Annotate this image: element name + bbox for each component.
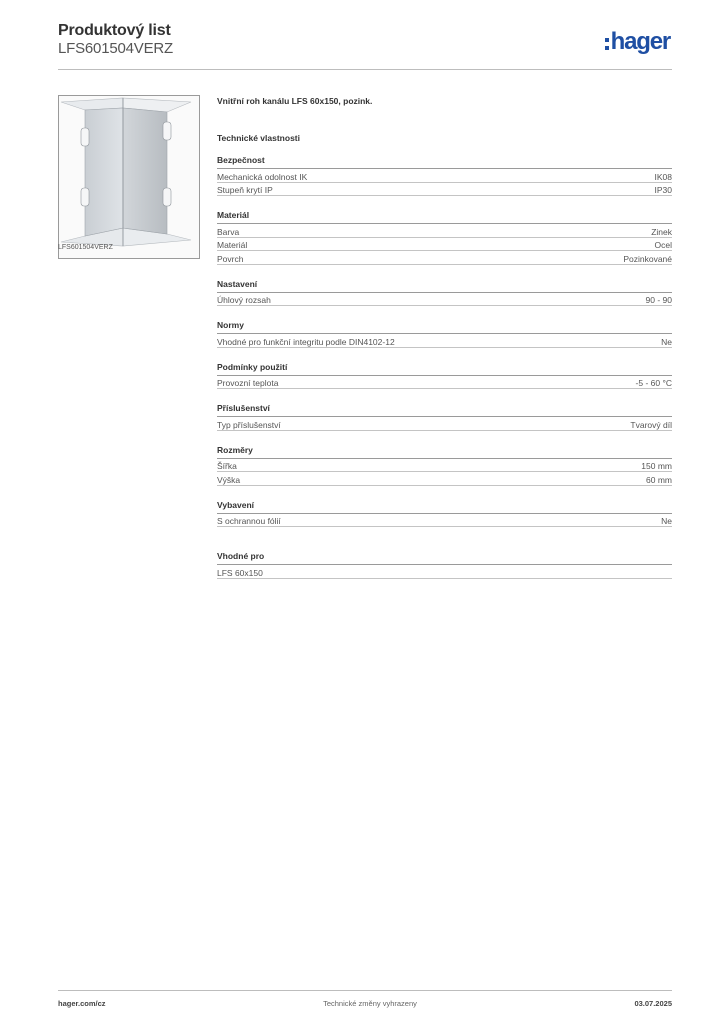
section-title: Nastavení bbox=[217, 279, 672, 293]
section-title: Bezpečnost bbox=[217, 155, 672, 169]
footer-website-link[interactable]: hager.com/cz bbox=[58, 999, 106, 1008]
spec-label: Vhodné pro funkční integritu podle DIN4102-12 bbox=[217, 336, 395, 347]
spec-section bbox=[217, 500, 672, 528]
spec-value: Ocel bbox=[654, 240, 672, 250]
spec-value: Tvarový díl bbox=[630, 419, 672, 430]
document-footer bbox=[58, 990, 672, 1008]
suitable-for-list bbox=[217, 565, 672, 579]
spec-label: Barva bbox=[217, 226, 240, 237]
section-title: Materiál bbox=[217, 210, 672, 224]
section-title: Normy bbox=[217, 320, 672, 334]
spec-row bbox=[217, 293, 672, 307]
product-specs bbox=[217, 96, 672, 527]
section-title: Příslušenství bbox=[217, 403, 672, 417]
suitable-for-item bbox=[217, 565, 672, 579]
spec-value: IP30 bbox=[654, 185, 672, 195]
spec-row bbox=[217, 376, 672, 390]
footer-date: 03.07.2025 bbox=[634, 999, 672, 1008]
spec-label: Provozní teplota bbox=[217, 378, 279, 388]
spec-row bbox=[217, 224, 672, 238]
document-title: Produktový list bbox=[58, 22, 171, 39]
spec-value: Ne bbox=[661, 336, 672, 347]
section-title: Rozměry bbox=[217, 445, 672, 459]
spec-row bbox=[217, 417, 672, 431]
spec-value: Zinek bbox=[651, 226, 672, 237]
spec-value: 90 - 90 bbox=[645, 295, 672, 305]
spec-row bbox=[217, 472, 672, 486]
section-title: Vybavení bbox=[217, 500, 672, 514]
suitable-for-section bbox=[217, 551, 672, 579]
spec-section bbox=[217, 155, 672, 196]
spec-value: Ne bbox=[661, 516, 672, 526]
inner-corner-illustration bbox=[59, 96, 199, 258]
spec-value: Pozinkované bbox=[623, 253, 672, 264]
spec-value: 150 mm bbox=[641, 461, 672, 471]
tech-properties-heading: Technické vlastnosti bbox=[217, 133, 300, 143]
spec-label: Povrch bbox=[217, 253, 244, 264]
suitable-for-label: LFS 60x150 bbox=[217, 567, 263, 578]
spec-label: Mechanická odolnost IK bbox=[217, 171, 308, 182]
product-image bbox=[58, 95, 200, 259]
product-description: Vnitřní roh kanálu LFS 60x150, pozink. bbox=[217, 96, 373, 106]
spec-row bbox=[217, 514, 672, 528]
logo-colon-icon bbox=[605, 38, 609, 50]
spec-section bbox=[217, 320, 672, 348]
spec-section bbox=[217, 403, 672, 431]
footer-notice: Technické změny vyhrazeny bbox=[323, 999, 417, 1008]
image-caption: LFS601504VERZ bbox=[58, 244, 113, 251]
spec-row bbox=[217, 251, 672, 265]
spec-section bbox=[217, 445, 672, 486]
spec-section bbox=[217, 362, 672, 390]
spec-row bbox=[217, 459, 672, 473]
spec-row bbox=[217, 334, 672, 348]
spec-value: IK08 bbox=[654, 171, 672, 182]
spec-section bbox=[217, 210, 672, 265]
spec-label: Úhlový rozsah bbox=[217, 295, 271, 305]
spec-value: 60 mm bbox=[646, 474, 672, 485]
spec-label: Typ příslušenství bbox=[217, 419, 281, 430]
hager-logo bbox=[605, 28, 670, 56]
logo-text: hager bbox=[610, 28, 670, 55]
spec-label: S ochrannou fólií bbox=[217, 516, 281, 526]
suitable-for-title: Vhodné pro bbox=[217, 551, 672, 565]
spec-row bbox=[217, 183, 672, 197]
spec-value: -5 - 60 °C bbox=[635, 378, 672, 388]
product-code: LFS601504VERZ bbox=[58, 40, 173, 57]
section-title: Podmínky použití bbox=[217, 362, 672, 376]
spec-sections bbox=[217, 155, 672, 527]
spec-row bbox=[217, 238, 672, 252]
document-header bbox=[58, 22, 672, 70]
spec-label: Výška bbox=[217, 474, 241, 485]
spec-label: Materiál bbox=[217, 240, 248, 250]
spec-label: Stupeň krytí IP bbox=[217, 185, 273, 195]
spec-section bbox=[217, 279, 672, 307]
spec-row bbox=[217, 169, 672, 183]
spec-label: Šířka bbox=[217, 461, 237, 471]
